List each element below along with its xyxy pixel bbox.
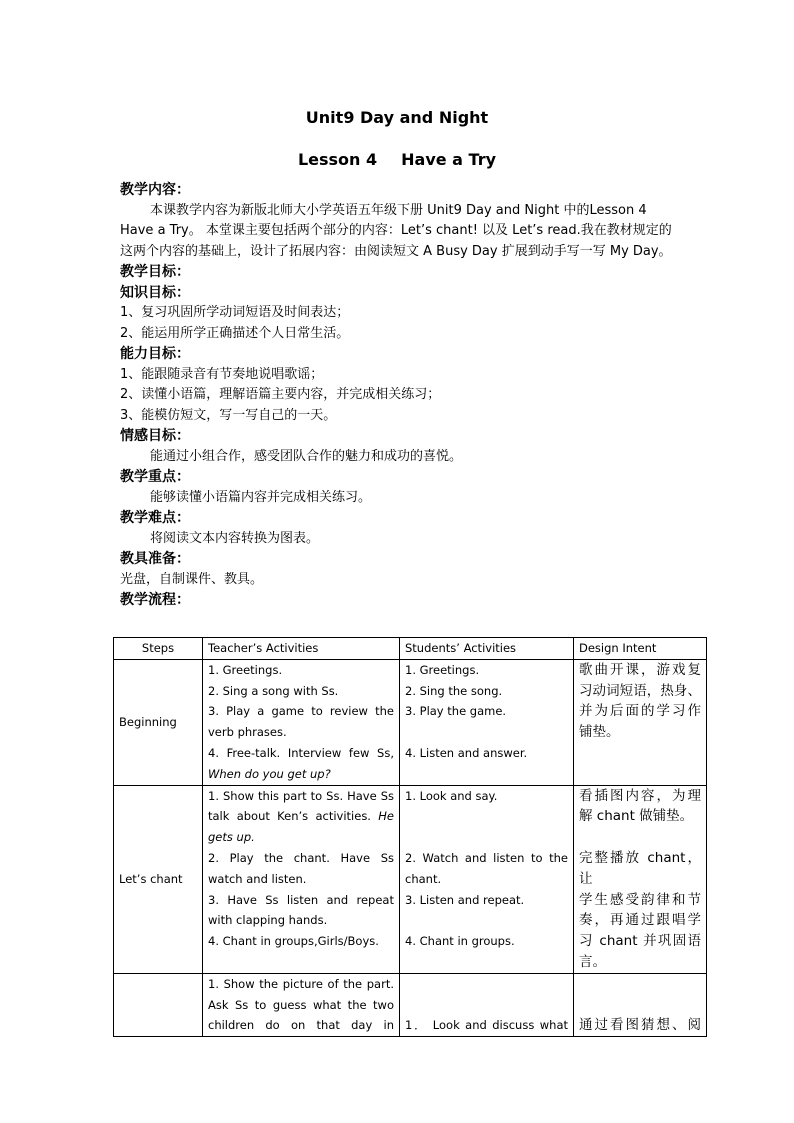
lesson-name: Have a Try bbox=[401, 150, 497, 169]
knowledge-item: 2、能运用所学正确描述个人日常生活。 bbox=[120, 325, 350, 341]
text-line: 看插图内容，为理 bbox=[579, 787, 701, 804]
lesson-subtitle bbox=[0, 150, 794, 169]
design-intent-cell bbox=[574, 973, 707, 1036]
text-line: watch and listen. bbox=[208, 871, 307, 886]
students-activities-cell bbox=[400, 973, 574, 1036]
text-line: 2. Sing the song. bbox=[405, 683, 503, 698]
ability-item: 3、能模仿短文，写一写自己的一天。 bbox=[120, 407, 337, 423]
ability-item: 2、读懂小语篇，理解语篇主要内容，并完成相关练习； bbox=[120, 387, 441, 402]
design-intent-cell bbox=[574, 659, 707, 785]
text-line: 3. Play a game to review the bbox=[208, 704, 394, 719]
document-title: Unit9 Day and Night bbox=[305, 108, 489, 127]
content-text: 本课教学内容为新版北师大小学英语五年级下册 Unit9 Day and Night 中的Lesson 4 Have a Try。 本堂课主要包括两个部分的内容：Let’s chant! 以及 Let’s read.我在教材规定的这两个内容的基础上，设计了拓展内容：由阅读短文 A Busy Day 扩展到动手写一写 My Day。 bbox=[120, 202, 672, 259]
text-line: 3. Listen and repeat. bbox=[405, 892, 525, 907]
text-line: 奏，再通过跟唱学 bbox=[579, 912, 701, 929]
emotion-heading: 情感目标： bbox=[120, 428, 190, 444]
text-line: 3. Have Ss listen and repeat bbox=[208, 892, 394, 907]
text-line: 1. Look and say. bbox=[405, 788, 498, 803]
text-line: talk about Ken’s activities. He bbox=[208, 809, 394, 824]
difficulty-text: 将阅读文本内容转换为图表。 bbox=[150, 530, 320, 546]
text-line: 习动词短语，热身、 bbox=[579, 682, 701, 699]
text-line: gets up. bbox=[208, 830, 255, 845]
students-activities-cell bbox=[400, 785, 574, 973]
step-cell: Let’s chant bbox=[114, 785, 203, 973]
text-line: 通过看图猜想、阅 bbox=[579, 1017, 701, 1034]
goals-heading: 教学目标： bbox=[120, 264, 190, 280]
text-line: with clapping hands. bbox=[208, 913, 328, 928]
text-line: Ask Ss to guess what the two bbox=[208, 997, 394, 1012]
text-line: chant. bbox=[405, 871, 442, 886]
lesson-number: Lesson 4 bbox=[297, 150, 378, 169]
step-cell: Beginning bbox=[114, 659, 203, 785]
ability-item: 1、能跟随录音有节奏地说唱歌谣； bbox=[120, 366, 324, 382]
text-line: 1． Look and discuss what bbox=[405, 1018, 568, 1033]
text-line: 解 chant 做铺垫。 bbox=[579, 808, 694, 825]
text-line: 1. Greetings. bbox=[405, 662, 480, 677]
text-line: verb phrases. bbox=[208, 725, 287, 740]
text-line: 习 chant 并巩固语 bbox=[579, 933, 701, 950]
teacher-activities-cell bbox=[203, 973, 400, 1036]
header-teacher-activities: Teacher’s Activities bbox=[203, 638, 400, 660]
text-line: 并为后面的学习作 bbox=[579, 703, 701, 720]
text-line: 学生感受韵律和节 bbox=[579, 891, 701, 908]
knowledge-heading: 知识目标： bbox=[120, 284, 190, 301]
text-line: 1. Show this part to Ss. Have Ss bbox=[208, 788, 394, 803]
ability-heading: 能力目标： bbox=[120, 346, 190, 362]
text-line: 4. Chant in groups. bbox=[405, 934, 515, 949]
key-point-heading: 教学重点： bbox=[120, 469, 190, 485]
text-line: 4. Free-talk. Interview few Ss, bbox=[208, 745, 394, 760]
header-design-intent: Design Intent bbox=[574, 638, 707, 660]
emotion-text: 能通过小组合作，感受团队合作的魅力和成功的喜悦。 bbox=[150, 448, 463, 464]
teacher-activities-cell bbox=[203, 659, 400, 785]
table-row bbox=[114, 659, 707, 785]
text-line: 2. Sing a song with Ss. bbox=[208, 683, 339, 698]
table-row bbox=[114, 973, 707, 1036]
content-heading: 教学内容： bbox=[120, 182, 190, 198]
text-line: 3. Play the game. bbox=[405, 704, 507, 719]
knowledge-item: 1、复习巩固所学动词短语及时间表达； bbox=[120, 305, 350, 320]
table-header-row bbox=[114, 638, 707, 660]
text-line: children do on that day in bbox=[208, 1018, 394, 1033]
header-students-activities: Students’ Activities bbox=[400, 638, 574, 660]
design-intent-cell bbox=[574, 785, 707, 973]
text-line: 歌曲开课，游戏复 bbox=[579, 661, 701, 678]
teacher-activities-cell bbox=[203, 785, 400, 973]
text-line: 2. Play the chant. Have Ss bbox=[208, 850, 394, 865]
difficulty-heading: 教学难点： bbox=[120, 510, 190, 526]
key-point-text: 能够读懂小语篇内容并完成相关练习。 bbox=[150, 489, 372, 505]
text-line: 言。 bbox=[579, 953, 606, 970]
text-line: 完整播放 chant，让 bbox=[579, 849, 701, 887]
tools-heading: 教具准备： bbox=[120, 551, 190, 567]
text-line: When do you get up? bbox=[208, 766, 331, 781]
text-line: 4. Chant in groups,Girls/Boys. bbox=[208, 934, 379, 949]
students-activities-cell bbox=[400, 659, 574, 785]
table-row bbox=[114, 785, 707, 973]
text-line: 2. Watch and listen to the bbox=[405, 850, 568, 865]
text-line: 1. Show the picture of the part. bbox=[208, 976, 394, 991]
text-line: 1. Greetings. bbox=[208, 662, 283, 677]
lesson-plan-body bbox=[120, 180, 680, 611]
text-line: 铺垫。 bbox=[579, 724, 620, 741]
step-cell bbox=[114, 973, 203, 1036]
tools-text: 光盘，自制课件、教具。 bbox=[120, 571, 264, 587]
teaching-process-table bbox=[113, 637, 707, 1037]
process-heading: 教学流程： bbox=[120, 592, 190, 608]
text-line: 4. Listen and answer. bbox=[405, 745, 528, 760]
header-steps: Steps bbox=[114, 638, 203, 660]
